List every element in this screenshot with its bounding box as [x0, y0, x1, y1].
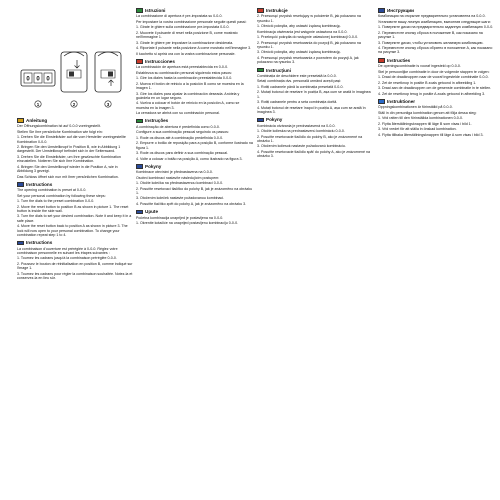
- flag-icon: [136, 8, 143, 13]
- instruction-paragraph: 1. Draai de draaiknoppen naar de vooraf ingestelde combinatie 0-0-0.: [378, 75, 489, 80]
- instruction-paragraph: 1. Drehen Sie die Einstellräder auf die vom Hersteller voreingestellte Kombination 0-0-0.: [17, 135, 126, 144]
- instruction-paragraph: 4. Flytta tillbaka återställningsknappen till läge A som visas i bild 3.: [378, 132, 484, 137]
- instruction-paragraph: 2. Muovete il pulsante di reset nella posizione B, come mostrato nell'immagine 1.: [136, 30, 238, 40]
- instruction-paragraph: 3. Gire los diales para ajustar la combinación deseada. Anótela y guárdela en un lugar seguro.: [136, 91, 240, 100]
- instruction-paragraph: 1. Obrócić pokrętła, aby ustawić żądaną kombinację.: [257, 24, 341, 29]
- instruction-paragraph: 3. Tournez les cadrans pour régler la combinaison souhaitée. Notez-la et conservez-la en lieu sûr.: [17, 271, 133, 280]
- instruction-paragraph: 2. Переместите кнопку сброса в положение B, как показано на рисунке 1.: [378, 30, 483, 40]
- section-title: Pokyny: [266, 117, 283, 123]
- instruction-paragraph: 4. Zet de resetknop terug in positie A zoals getoond in afbeelding 3.: [378, 91, 486, 96]
- section-heading: [17, 182, 134, 187]
- instruction-paragraph: Configure a sua combinação pessoal seguindo os passos:: [136, 130, 229, 135]
- instruction-paragraph: La combinaison d'ouverture est préréglée à 0-0-0. Réglez votre combinaison personnelle en suivant les étapes suivantes :: [17, 246, 118, 255]
- instruction-paragraph: A combinação de abertura é predefinida como 0-0-0.: [136, 124, 220, 129]
- flag-icon: [136, 119, 143, 124]
- instruction-section-hu: [257, 68, 374, 115]
- step-2-figure: [61, 52, 87, 107]
- section-heading: [17, 240, 134, 245]
- instruction-paragraph: 1. Okrenite kotačiće na unaprijed postavljenu kombinaciju 0-0-0.: [136, 221, 239, 226]
- section-title: Instruktioner: [387, 98, 416, 104]
- instruction-paragraph: 2. Bringen Sie den Umstellknopf in Position B, wie in Abbildung 1 dargestellt. Der Umstellknopf befindet sich in der Seitenwand.: [17, 145, 121, 154]
- instruction-paragraph: 1. Rode os discos até à combinação predefinida 0-0-0.: [136, 135, 224, 140]
- instruction-paragraph: 1. Otočte kolieska na prednastavenú kombináciu 0-0-0.: [257, 129, 345, 134]
- section-heading: [378, 58, 495, 63]
- section-heading: [136, 59, 253, 64]
- section-title: Инструкции: [387, 8, 414, 13]
- section-heading: [17, 118, 134, 123]
- instruction-paragraph: 1. Przekręcić pokrętła do wstępnie ustawionej kombinacji 0-0-0.: [257, 35, 359, 40]
- instruction-section-pt: [136, 118, 253, 160]
- flag-icon: [257, 68, 264, 73]
- instruction-section-sl: [257, 117, 374, 158]
- instruction-paragraph: Das Schloss öffnet sich nun mit Ihrer persönlichen Kombination.: [17, 174, 119, 179]
- instruction-paragraph: Kombinace otevírání je přednastavena na 0-0-0.: [136, 170, 213, 175]
- instruction-paragraph: 4. Posuňte resetovacie tlačidlo späť do polohy A, ako je znázornené na obrázku 3.: [257, 149, 371, 159]
- instruction-paragraph: 1. Otočte kolečka na přednastavenou kombinaci 0-0-0.: [136, 181, 224, 186]
- instruction-paragraph: Kombinacja otwierania jest wstępnie ustawiona na 0-0-0.: [257, 29, 348, 34]
- instruction-paragraph: Per impostare la vostra combinazione personale seguite questi passi:: [136, 19, 247, 24]
- instruction-paragraph: 4. Riportate il pulsante nella posizione A come mostrato nell'immagine 3.: [136, 46, 252, 51]
- step-label-1: 1: [36, 101, 40, 107]
- instruction-section-sk: [136, 209, 253, 225]
- section-title: Instructions: [26, 181, 53, 187]
- step-1-figure: [21, 70, 55, 107]
- section-title: Pokyny: [145, 163, 162, 169]
- column-4: [378, 8, 495, 140]
- instruction-paragraph: 4. Volte a colocar o botão na posição A, como ilustrado na figura 3.: [136, 156, 243, 161]
- instruction-paragraph: 4. Posuňte tlačítko zpět do polohy A, jak je znázorněno na obrázku 3.: [136, 201, 247, 206]
- section-heading: [257, 117, 374, 122]
- instruction-paragraph: Početna kombinacija unaprijed je postavljena na 0-0-0.: [136, 215, 224, 220]
- instruction-paragraph: Stel je persoonlijke combinatie in door de volgende stappen te volgen:: [378, 69, 490, 74]
- column-2: [136, 8, 253, 228]
- instruction-paragraph: Комбинация на открытие предварительно установлена на 0-0-0.: [378, 14, 486, 19]
- lock-illustration: [17, 40, 134, 115]
- instruction-paragraph: Kombinácia otvárania je prednastavená na 0-0-0.: [257, 123, 336, 128]
- instruction-paragraph: Osobní kombinaci nastavíte následujícím postupem:: [136, 175, 220, 180]
- instruction-paragraph: 4. Переместите кнопку сброса обратно в положение A, как показано на рисунке 3.: [378, 46, 493, 55]
- instruction-paragraph: 4. Mutați butonul de resetare înapoi în poziția A, așa cum se arată în imaginea 3.: [257, 105, 366, 114]
- instruction-paragraph: 4. Vuelva a colocar el botón de reinicio en la posición A, como se muestra en la imagen 3.: [136, 101, 240, 110]
- instruction-paragraph: Set your personal combination by following these steps:: [17, 193, 106, 198]
- flag-icon: [378, 58, 385, 63]
- instruction-paragraph: 3. Rotiți cadranele pentru a seta combinația dorită.: [257, 100, 338, 105]
- instruction-paragraph: La cerradura se abrirá con su combinación personal.: [136, 111, 220, 116]
- instruction-paragraph: 2. Zet de resetknop in positie B zoals getoond in afbeelding 1.: [378, 80, 477, 85]
- instruction-paragraph: De openingscombinatie is vooraf ingesteld op 0-0-0.: [378, 64, 461, 69]
- instruction-paragraph: 3. Поверните диски, чтобы установить желаемую комбинацию.: [378, 40, 484, 45]
- section-title: Instructions: [26, 240, 53, 246]
- instruction-paragraph: Stellen Sie Ihre persönliche Kombination wie folgt ein:: [17, 129, 103, 134]
- instruction-paragraph: 4. Move the reset button back to position A as shown in picture 3. The lock will now open to your personal combination. To change your combination repeat step 1 to 4.: [17, 224, 128, 237]
- section-heading: [136, 8, 253, 13]
- section-heading: [136, 209, 253, 214]
- instruction-paragraph: 2. Przesunąć przycisk resetujący w położenie B, jak pokazano na rysunku 1.: [257, 14, 361, 23]
- instruction-section-pl: [257, 8, 374, 65]
- section-heading: [257, 8, 374, 13]
- section-heading: [378, 99, 495, 104]
- lock-digit-3: 0: [46, 76, 50, 83]
- lock-digit-2: 0: [36, 76, 40, 83]
- flag-icon: [136, 164, 143, 169]
- flag-icon: [257, 8, 264, 13]
- instruction-paragraph: 1. Gire los diales hasta la combinación preestablecida 0-0-0.: [136, 76, 233, 81]
- instruction-paragraph: Combinația de deschidere este presetată la 0-0-0.: [257, 73, 337, 78]
- flag-icon: [17, 118, 24, 123]
- instruction-paragraph: Öppningskombinationen är förinställd på 0-0-0.: [378, 105, 453, 110]
- section-title: Instrucciones: [145, 58, 175, 64]
- flag-icon: [378, 8, 385, 13]
- instruction-paragraph: 3. Otočením koliesok nastavte požadovanú kombináciu.: [257, 144, 346, 149]
- instruction-section-sv: [378, 99, 495, 137]
- instruction-section-fr: [17, 240, 134, 280]
- instruction-paragraph: 3. Girate le ghiere per impostare la combinazione desiderata.: [136, 40, 234, 45]
- instruction-paragraph: 2. Przesunąć przycisk resetowania do pozycji B, jak pokazano na rysunku 1.: [257, 40, 361, 49]
- section-heading: [257, 68, 374, 73]
- instruction-section-it: [136, 8, 253, 56]
- section-title: Instrukcje: [266, 8, 288, 13]
- instruction-paragraph: 2. Mutați butonul de resetare în poziția B, așa cum se arată în imaginea 1.: [257, 90, 371, 99]
- section-title: Upute: [145, 209, 159, 215]
- instruction-section-en: [17, 182, 134, 237]
- instruction-paragraph: 2. Mueva el botón de reinicio a la posición B como se muestra en la imagen 1.: [136, 81, 244, 91]
- step-3-figure: [95, 52, 121, 107]
- instruction-paragraph: La combinación de apertura está preestablecida en 0-0-0.: [136, 65, 229, 70]
- instruction-paragraph: 2. Flytta återställningsknappen till läge B som visas i bild 1.: [378, 121, 472, 126]
- step-label-3: 3: [106, 101, 110, 107]
- instruction-paragraph: 1. Поверните диски на предварительно заданную комбинацию 0-0-0.: [378, 25, 494, 30]
- column-3: [257, 8, 374, 161]
- instruction-paragraph: 2. Poussez le bouton de réinitialisation en position B, comme indiqué sur l'image 1.: [17, 261, 133, 271]
- instruction-paragraph: 2. Move the reset button to position B as shown in picture 1. The reset button is inside the side wall.: [17, 204, 129, 213]
- instruction-paragraph: 2. Posuňte resetovacie tlačidlo do polohy B, ako je znázornené na obrázku 1.: [257, 134, 363, 143]
- section-heading: [378, 8, 495, 13]
- lock-digit-1: 0: [26, 76, 30, 83]
- instruction-section-es: [136, 59, 253, 116]
- section-heading: [136, 118, 253, 123]
- instruction-paragraph: 3. Otočením koleček nastavte požadovanou kombinaci.: [136, 196, 225, 201]
- flag-icon: [136, 210, 143, 215]
- instruction-paragraph: Il lucchetto si aprirà ora con la vostra combinazione personale.: [136, 51, 236, 56]
- instruction-paragraph: Setați combinația dvs. personală urmând acești pași:: [257, 79, 342, 84]
- instruction-paragraph: 3. Rode os discos para definir a sua combinação pessoal.: [136, 151, 229, 156]
- instruction-paragraph: Установите вашу личную комбинацию, выполнив следующие шаги:: [378, 19, 491, 24]
- instruction-section-nl: [378, 58, 495, 96]
- instruction-section-cs: [136, 164, 253, 206]
- flag-icon: [17, 241, 24, 246]
- section-title: Instruções: [145, 118, 169, 124]
- instruction-section-ru: [378, 8, 495, 55]
- instruction-paragraph: 3. Draai aan de draaiknoppen om de gewenste combinatie in te stellen.: [378, 86, 492, 91]
- instruction-paragraph: 2. Empurre o botão de reposição para a posição B, conforme ilustrado na figura 1.: [136, 141, 253, 150]
- instruction-paragraph: 3. Vrid vredet för att ställa in önskad kombination.: [378, 127, 457, 132]
- instruction-paragraph: 1. Girate le ghiere sulla combinazione pre-impostata 0-0-0.: [136, 25, 230, 30]
- section-heading: [136, 164, 253, 169]
- section-title: Anleitung: [26, 118, 48, 123]
- instruction-paragraph: La combinazione di apertura è pre-impostata su 0-0-0.: [136, 14, 223, 19]
- instruction-paragraph: 3. Turn the dials to set your desired combination. Note it and keep it in a safe place.: [17, 214, 132, 223]
- instruction-paragraph: 3. Obrócić pokrętła, aby ustawić żądaną kombinację.: [257, 50, 341, 55]
- instruction-paragraph: 4. Przesunąć przycisk resetowania z powrotem do pozycji A, jak pokazano na rysunku 3.: [257, 55, 359, 65]
- flag-icon: [17, 182, 24, 187]
- step-label-2: 2: [72, 101, 76, 107]
- instruction-paragraph: The opening combination is preset at 0-0-0.: [17, 188, 87, 193]
- flag-icon: [257, 118, 264, 123]
- instruction-paragraph: 1. Rotiți cadranele până la combinația presetată 0-0-0.: [257, 84, 344, 89]
- instruction-section-de: [17, 118, 134, 179]
- section-title: Istruzioni: [145, 8, 166, 13]
- instruction-paragraph: 1. Vrid ratten till den förinställda kombinationen 0-0-0.: [378, 116, 463, 121]
- flag-icon: [136, 59, 143, 64]
- instruction-paragraph: Der Öffnungskombination ist auf 0-0-0 voreingestellt.: [17, 124, 101, 129]
- instruction-paragraph: 4. Bringen Sie den Umstellknopf wieder in die Position A, wie in Abbildung 3 gezeigt.: [17, 164, 118, 174]
- instruction-paragraph: Establezca su combinación personal siguiendo estos pasos:: [136, 70, 232, 75]
- instruction-paragraph: 2. Posuňte resetovací tlačítko do polohy B, jak je znázorněno na obrázku 1.: [136, 186, 253, 195]
- instruction-paragraph: 3. Drehen Sie die Einstellräder, um Ihre gewünschte Kombination einzustellen. Notieren Sie sich Ihre Kombination.: [17, 154, 121, 164]
- section-title: Instrucțiuni: [266, 67, 292, 73]
- instruction-paragraph: Ställ in din personliga kombination genom att följa dessa steg:: [378, 110, 477, 115]
- flag-icon: [378, 99, 385, 104]
- instruction-paragraph: 1. Tournez les cadrans jusqu'à la combinaison préréglée 0-0-0.: [17, 256, 117, 261]
- section-title: Instructies: [387, 57, 411, 63]
- instruction-paragraph: 1. Turn the dials to the preset combination 0-0-0.: [17, 199, 95, 204]
